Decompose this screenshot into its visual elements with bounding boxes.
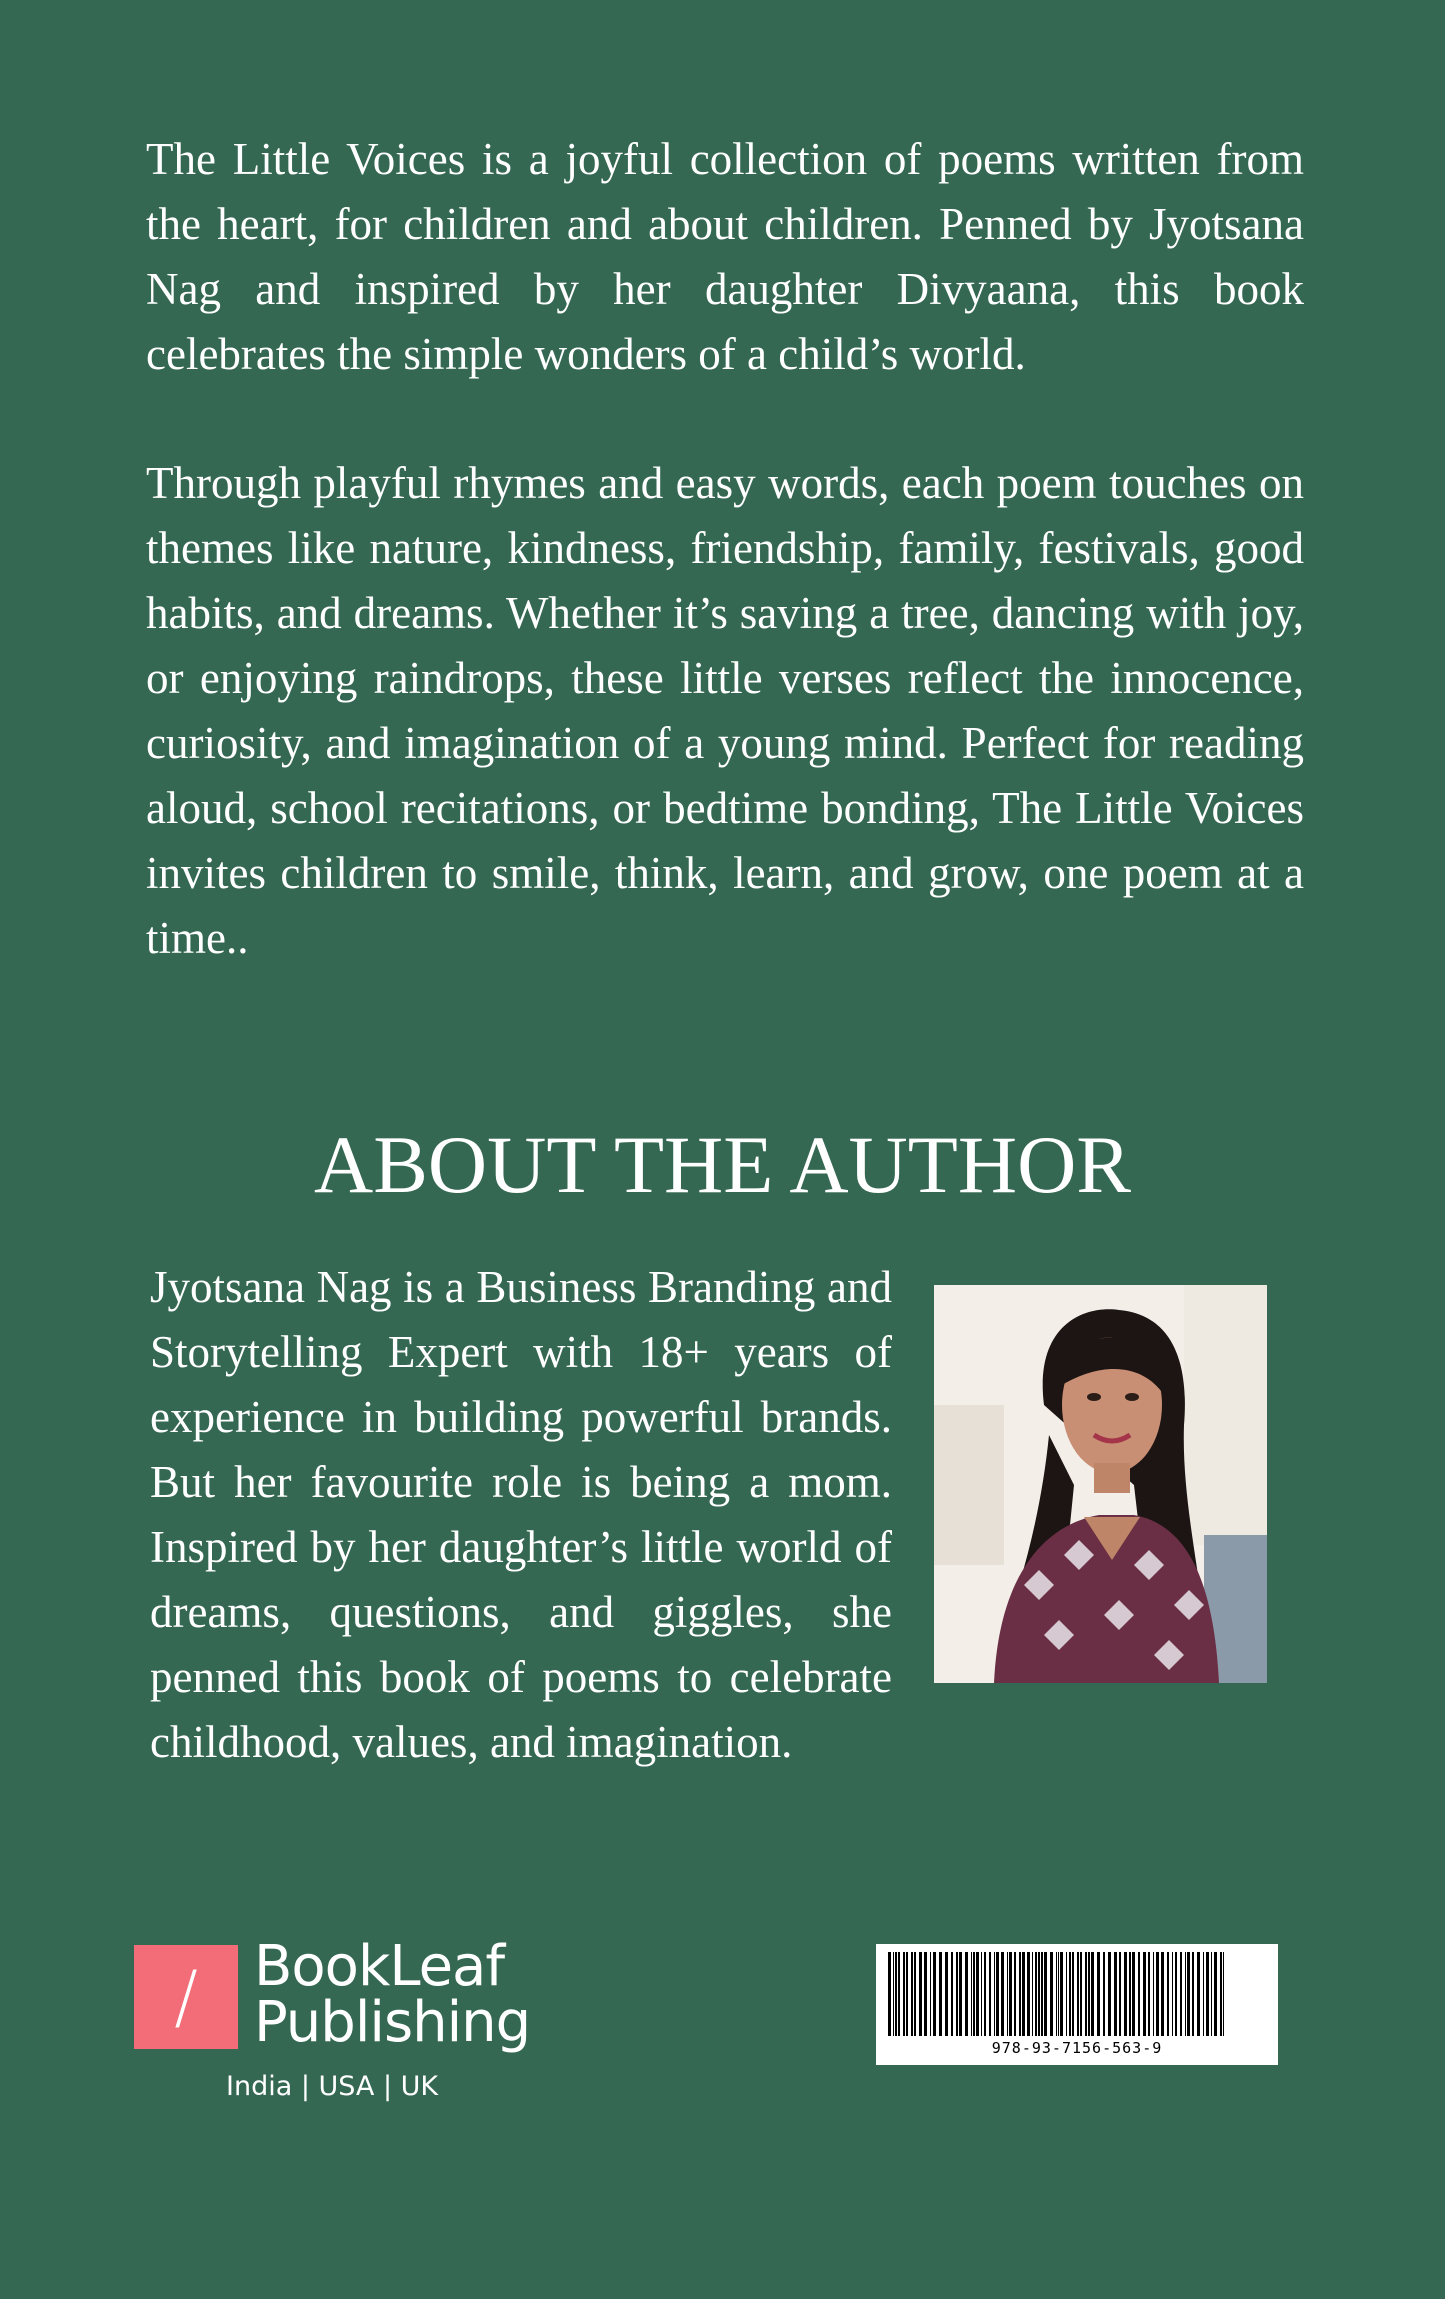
barcode-bar bbox=[914, 1952, 916, 2036]
barcode-bar bbox=[1077, 1952, 1079, 2036]
barcode-bar bbox=[1080, 1952, 1082, 2036]
barcode-bar bbox=[1060, 1952, 1063, 2036]
barcode-bar bbox=[976, 1952, 979, 2036]
author-portrait-image bbox=[934, 1285, 1267, 1683]
barcode-bar bbox=[1175, 1952, 1177, 2036]
barcode-bar bbox=[1129, 1952, 1131, 2036]
blurb-paragraph-1: The Little Voices is a joyful collection of poems written from the heart, for children and about children. Penned by Jyotsana Nag and inspired by her daughter Divyaana, this book celebrates the simple wonders of a child’s world. bbox=[146, 134, 1304, 379]
barcode-bar bbox=[1223, 1952, 1224, 2036]
barcode-bar bbox=[1097, 1952, 1100, 2036]
barcode-bar bbox=[1167, 1952, 1169, 2036]
barcode-bar bbox=[965, 1952, 968, 2036]
barcode-bar bbox=[1009, 1952, 1012, 2036]
barcode-bar bbox=[895, 1952, 897, 2036]
barcode-bar bbox=[1192, 1952, 1194, 2036]
barcode-bar bbox=[1143, 1952, 1146, 2036]
barcode-bar bbox=[1027, 1952, 1030, 2036]
barcode-bar bbox=[1156, 1952, 1159, 2036]
barcode-bar bbox=[1132, 1952, 1135, 2036]
barcode-bar bbox=[924, 1952, 927, 2036]
barcode-bar bbox=[1066, 1952, 1067, 2036]
barcode-bar bbox=[1014, 1952, 1016, 2036]
blurb-paragraph-2: Through playful rhymes and easy words, each poem touches on themes like nature, kindness, friendship, family, festivals, good habits, and dreams. Whether it’s saving a tree, dancing with joy, or enjoying raindrops, these little verses reflect the innocence, curiosity, and imagination of a young mind. Perfect for reading aloud, school recitations, or bedtime bonding, The Little Voices invites children to smile, think, learn, and grow, one poem at a time.. bbox=[146, 458, 1304, 963]
barcode-bar bbox=[898, 1952, 900, 2036]
barcode-bar bbox=[994, 1952, 995, 2036]
barcode-bar bbox=[945, 1952, 948, 2036]
barcode-bar bbox=[1019, 1952, 1021, 2036]
author-bio: Jyotsana Nag is a Business Branding and Storytelling Expert with 18+ years of experience in building powerful brands. But her favourite role is being a mom. Inspired by her daughter’s little world of dreams, questions, and giggles, she penned this book of poems to celebrate childhood, values, and imagination. bbox=[150, 1262, 892, 1767]
barcode-bar bbox=[989, 1952, 991, 2036]
barcode-bar bbox=[1032, 1952, 1033, 2036]
publisher-logo bbox=[134, 1934, 534, 2115]
logo-slash: / bbox=[174, 1956, 198, 2038]
barcode-bar bbox=[971, 1952, 972, 2036]
barcode-bar bbox=[1088, 1952, 1090, 2036]
barcode-bar bbox=[1180, 1952, 1182, 2036]
barcode-bar bbox=[1056, 1952, 1057, 2036]
barcode-bar bbox=[973, 1952, 975, 2036]
barcode-bar bbox=[906, 1952, 908, 2036]
barcode-bar bbox=[1041, 1952, 1043, 2036]
publisher-regions: India | USA | UK bbox=[226, 2071, 439, 2102]
barcode-bar bbox=[1069, 1952, 1071, 2036]
barcode-bar bbox=[1050, 1952, 1053, 2036]
barcode-bar bbox=[1001, 1952, 1004, 2036]
barcode-bar bbox=[951, 1952, 953, 2036]
barcode-bar bbox=[939, 1952, 942, 2036]
barcode-bar bbox=[1187, 1952, 1190, 2036]
barcode-bar bbox=[1035, 1952, 1037, 2036]
barcode-bar bbox=[1091, 1952, 1094, 2036]
barcode-bar bbox=[1124, 1952, 1127, 2036]
barcode-bar bbox=[1211, 1952, 1212, 2036]
barcode-bar bbox=[1220, 1952, 1222, 2036]
barcode-bar bbox=[1044, 1952, 1047, 2036]
barcode-bar bbox=[930, 1952, 931, 2036]
barcode-bar bbox=[1206, 1952, 1209, 2036]
barcode-bar bbox=[1007, 1952, 1008, 2036]
barcode-bar bbox=[911, 1952, 913, 2036]
barcode-bars bbox=[884, 1952, 1270, 2036]
barcode-bar bbox=[1214, 1952, 1217, 2036]
barcode-bar bbox=[1203, 1952, 1204, 2036]
barcode-bar bbox=[1103, 1952, 1105, 2036]
barcode-bar bbox=[1108, 1952, 1111, 2036]
author-photo bbox=[934, 1285, 1267, 1683]
about-author-heading: ABOUT THE AUTHOR bbox=[314, 1119, 1131, 1210]
barcode-bar bbox=[1072, 1952, 1074, 2036]
barcode-bar bbox=[1197, 1952, 1200, 2036]
barcode-bar bbox=[1114, 1952, 1117, 2036]
publisher-logo-mark bbox=[134, 1945, 238, 2049]
barcode-bar bbox=[959, 1952, 962, 2036]
publisher-name-line-2: Publishing bbox=[254, 1990, 531, 2055]
barcode-bar bbox=[996, 1952, 999, 2036]
barcode-bar bbox=[1172, 1952, 1173, 2036]
barcode-bar bbox=[984, 1952, 986, 2036]
barcode-bar bbox=[919, 1952, 922, 2036]
barcode-bar bbox=[1085, 1952, 1087, 2036]
barcode-bar bbox=[1161, 1952, 1164, 2036]
barcode-bar bbox=[1148, 1952, 1150, 2036]
barcode-bar bbox=[893, 1952, 894, 2036]
barcode-bar bbox=[1153, 1952, 1154, 2036]
publisher-name-line-1: BookLeaf bbox=[254, 1934, 505, 1999]
barcode-bar bbox=[956, 1952, 958, 2036]
barcode-bar bbox=[1038, 1952, 1040, 2036]
barcode-bar bbox=[981, 1952, 982, 2036]
barcode-bar bbox=[1119, 1952, 1121, 2036]
barcode-bar bbox=[933, 1952, 936, 2036]
barcode-bar bbox=[1058, 1952, 1059, 2036]
barcode-bar bbox=[1185, 1952, 1186, 2036]
barcode-bar bbox=[903, 1952, 905, 2036]
barcode-bar bbox=[1022, 1952, 1025, 2036]
barcode-bar bbox=[1138, 1952, 1140, 2036]
isbn-number: 978-93-7156-563-9 bbox=[991, 2039, 1163, 2057]
isbn-barcode bbox=[876, 1944, 1278, 2065]
barcode-bar bbox=[888, 1952, 891, 2036]
